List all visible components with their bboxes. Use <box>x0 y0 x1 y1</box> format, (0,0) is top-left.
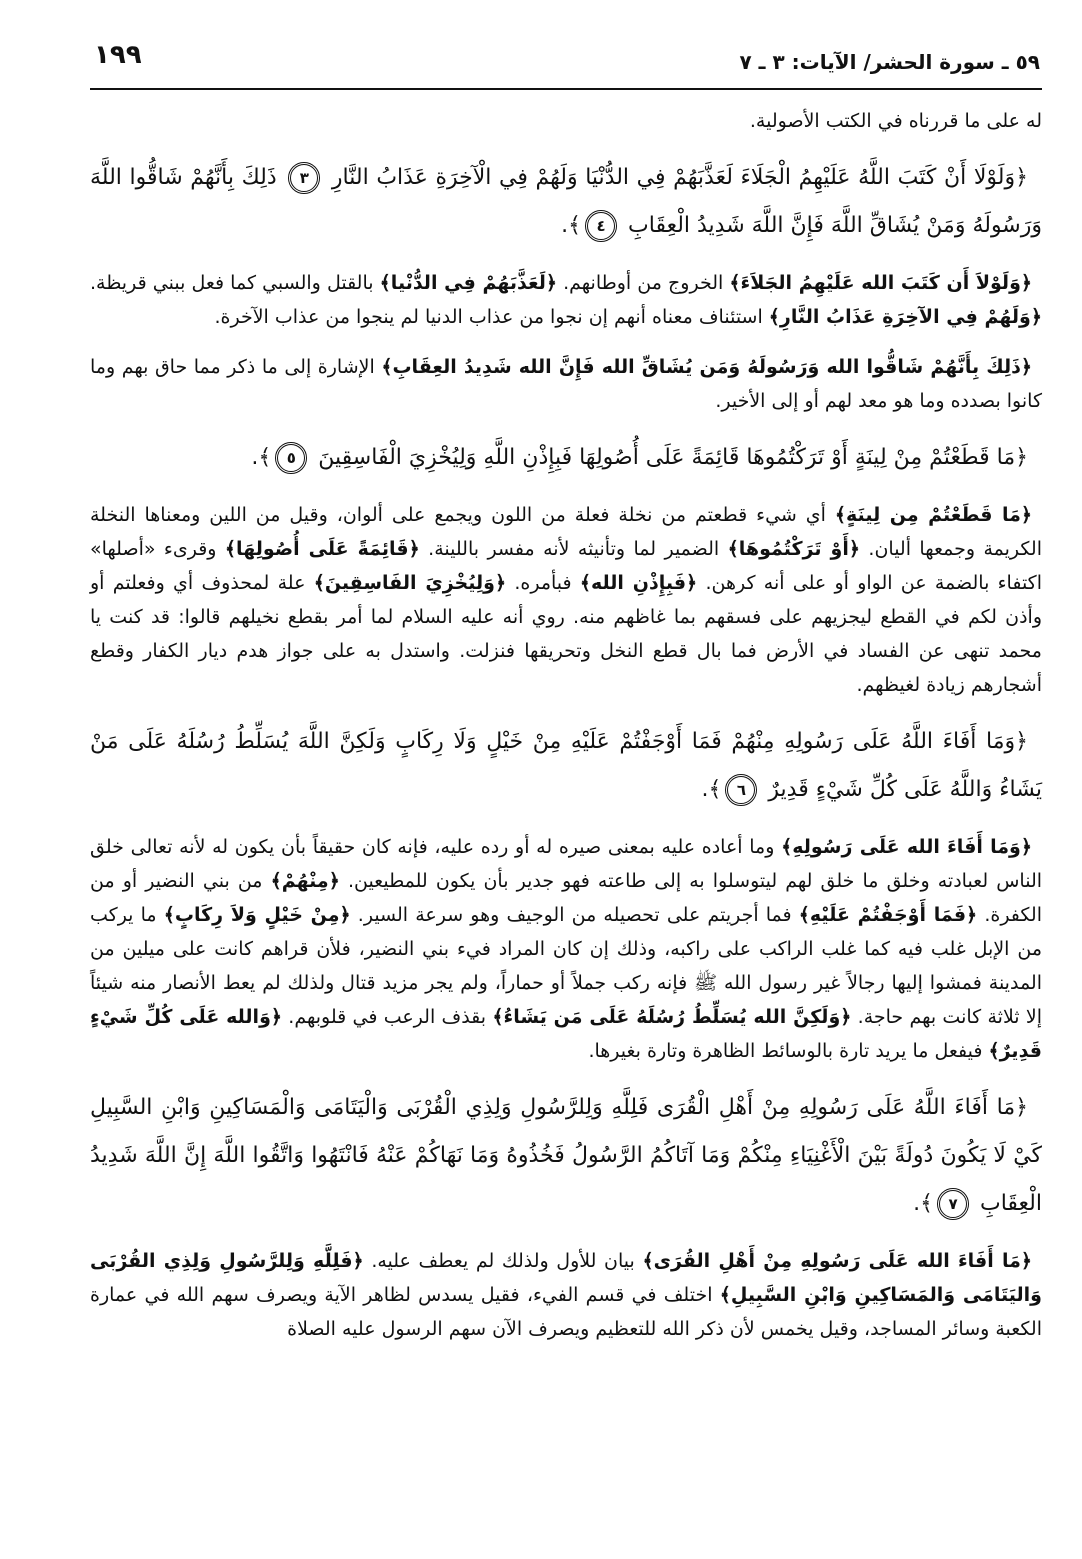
commentary-paragraph <box>90 350 1042 418</box>
commentary-text: أي شيء قطعتم من نخلة فعلة من اللون ويجمع على ألوان، وقيل من اللين ومعناها النخلة الكريمة وجمعها أليان. <box>90 504 1042 560</box>
verse-close-bracket: ﴾. <box>701 777 722 802</box>
commentary-text: له على ما قررناه في الكتب الأصولية. <box>749 110 1042 132</box>
quran-quote: ﴿لَعَذَّبَهُمْ فِي الدُّنْيا﴾ <box>379 272 557 294</box>
quran-verse-5 <box>90 434 1042 482</box>
quran-quote: ﴿فَبِإِذْنِ الله﴾ <box>579 572 698 594</box>
verse-number-marker: ٣ <box>288 162 320 194</box>
commentary-text: وما أعاده عليه بمعنى صيره له أو رده عليه، فإنه كان حقيقاً بأن يكون له لأنه تعالى خلق الناس لعبادته وخلق ما خلق لهم ليتوسلوا به إلى طاعته فهو جدير بأن يكون للمطيعين. <box>90 836 1043 892</box>
commentary-text: الخروج من أوطانهم. <box>563 272 724 294</box>
quran-quote: ﴿فَمَا أَوْجَفْتُمْ عَلَيْهِ﴾ <box>798 904 978 926</box>
commentary-text: فبأمره. <box>514 572 572 594</box>
page-body <box>90 104 1042 1362</box>
quran-quote: ﴿وَالله عَلَى كُلِّ شَيْءٍ قَدِيرٌ﴾ <box>90 1006 1042 1062</box>
quran-quote: ﴿وَمَا أَفَاءَ الله عَلَى رَسُولِهِ﴾ <box>781 836 1032 858</box>
verse-text: ﴿مَا قَطَعْتُمْ مِنْ لِينَةٍ أَوْ تَرَكْتُمُوهَا قَائِمَةً عَلَى أُصُولِهَا فَبِإِذْنِ اللَّهِ وَلِيُخْزِيَ الْفَاسِقِينَ <box>318 445 1028 470</box>
commentary-text: استئناف معناه أنهم إن نجوا من عذاب الدنيا لم ينجوا من عذاب الآخرة. <box>214 306 763 328</box>
running-title: ٥٩ ـ سورة الحشر/ الآيات: ٣ ـ ٧ <box>739 50 1040 74</box>
commentary-text: وقرىء «أصلها» اكتفاء بالضمة عن الواو أو على أنه كرهن. <box>90 538 1043 594</box>
quran-verse-7 <box>90 1084 1042 1228</box>
verse-number-marker: ٦ <box>725 774 757 806</box>
quran-quote: ﴿ذَلِكَ بِأَنَّهُمْ شَاقُّوا الله وَرَسُولَهُ وَمَن يُشَاقِّ الله فَإِنَّ الله شَدِيدُ العِقَابِ﴾ <box>381 356 1032 378</box>
quran-quote: ﴿وَلِيُخْزِيَ الفَاسِقِينَ﴾ <box>313 572 507 594</box>
page-number: ١٩٩ <box>94 40 142 70</box>
verse-number-marker: ٥ <box>275 442 307 474</box>
quran-quote: ﴿وَلَهُمْ فِي الآخِرَةِ عَذَابُ النَّارِ﴾ <box>768 306 1042 328</box>
verse-close-bracket: ﴾. <box>561 213 582 238</box>
commentary-text: فيفعل ما يريد تارة بالوسائط الظاهرة وتارة بغيرها. <box>588 1040 983 1062</box>
commentary-text: بالقتل والسبي كما فعل ببني قريظة. <box>90 272 374 294</box>
commentary-text: علة لمحذوف أي وفعلتم أو وأذن لكم في القطع ليجزيهم على فسقهم بما غاظهم منه. روي أنه عليه السلام لما أمر بقطع نخيلهم قالوا: قد كنت يا محمد تنهى عن الفساد في الأرض فما بال قطع النخل وتحريقها فنزلت. واستدل به على جواز هدم ديار الكفار وقطع أشجارهم زيادة لغيظهم. <box>90 572 1042 696</box>
verse-close-bracket: ﴾. <box>251 445 272 470</box>
commentary-text: فما أجريتم على تحصيله من الوجيف وهو سرعة السير. <box>357 904 792 926</box>
verse-number-marker: ٧ <box>937 1188 969 1220</box>
verse-number-marker: ٤ <box>585 210 617 242</box>
verse-text: ذَلِكَ بِأَنَّهُمْ شَاقُّوا اللَّهَ وَرَسُولَهُ وَمَنْ يُشَاقِّ اللَّهَ فَإِنَّ اللَّهَ شَدِيدُ الْعِقَابِ <box>90 165 1042 238</box>
quran-quote: ﴿مِنْ خَيْلٍ وَلاَ رِكَابٍ﴾ <box>163 904 351 926</box>
verse-text: ﴿مَا أَفَاءَ اللَّهُ عَلَى رَسُولِهِ مِنْ أَهْلِ الْقُرَى فَلِلَّهِ وَلِلرَّسُولِ وَلِذِي الْقُرْبَى وَالْيَتَامَى وَالْمَسَاكِينِ وَابْنِ السَّبِيلِ كَيْ لَا يَكُونَ دُولَةً بَيْنَ الْأَغْنِيَاءِ مِنْكُمْ وَمَا آتَاكُمُ الرَّسُولُ فَخُذُوهُ وَمَا نَهَاكُمْ عَنْهُ فَانْتَهُوا وَاتَّقُوا اللَّهَ إِنَّ اللَّهَ شَدِيدُ الْعِقَابِ <box>90 1095 1042 1216</box>
commentary-text: ما يركب من الإبل غلب فيه كما غلب الراكب على راكبه، وذلك إن كان المراد فيء بني النضير، فلأن قراهم كانت على ميلين من المدينة فمشوا إليها رجالاً غير رسول الله ﷺ فإنه ركب جملاً أو حماراً، ولم يجر مزيد قتال ولذلك لم يعط الأنصار منه شيئاً إلا ثلاثة كانت بهم حاجة. <box>90 904 1042 1028</box>
commentary-text: بيان للأول ولذلك لم يعطف عليه. <box>371 1250 635 1272</box>
commentary-text: الإشارة إلى ما ذكر مما حاق بهم وما كانوا بصدده وما هو معد لهم أو إلى الأخير. <box>90 356 1042 412</box>
verse-close-bracket: ﴾. <box>913 1191 934 1216</box>
quran-quote: ﴿فَلِلَّهِ وَلِلرَّسُولِ وَلِذِي القُرْبَى وَاليَتَامَى وَالمَسَاكِينِ وَابْنِ السَّبِيلِ﴾ <box>90 1250 1042 1306</box>
quran-quote: ﴿مَا أَفَاءَ الله عَلَى رَسُولِهِ مِنْ أَهْلِ القُرَى﴾ <box>642 1250 1033 1272</box>
commentary-paragraph <box>90 830 1042 1068</box>
quran-quote: ﴿قَائِمَةً عَلَى أُصُولِهَا﴾ <box>224 538 420 560</box>
quran-quote: ﴿مِنْهُمْ﴾ <box>270 870 340 892</box>
quran-verses-3-4 <box>90 154 1042 250</box>
verse-text: ﴿وَلَوْلَا أَنْ كَتَبَ اللَّهُ عَلَيْهِمُ الْجَلَاءَ لَعَذَّبَهُمْ فِي الدُّنْيَا وَلَهُمْ فِي الْآخِرَةِ عَذَابُ النَّارِ <box>331 165 1028 190</box>
header-rule <box>90 88 1042 90</box>
commentary-text: من بني النضير أو من الكفرة. <box>90 870 1042 926</box>
commentary-text: اختلف في قسم الفيء، فقيل يسدس لظاهر الآية ويصرف سهم الله في عمارة الكعبة وسائر المساجد، وقيل يخمس لأن ذكر الله للتعظيم ويصرف الآن سهم الرسول عليه الصلاة <box>90 1284 1042 1340</box>
verse-text: ﴿وَمَا أَفَاءَ اللَّهُ عَلَى رَسُولِهِ مِنْهُمْ فَمَا أَوْجَفْتُمْ عَلَيْهِ مِنْ خَيْلٍ وَلَا رِكَابٍ وَلَكِنَّ اللَّهَ يُسَلِّطُ رُسُلَهُ عَلَى مَنْ يَشَاءُ وَاللَّهُ عَلَى كُلِّ شَيْءٍ قَدِيرٌ <box>90 729 1042 802</box>
commentary-paragraph <box>90 1244 1042 1346</box>
commentary-paragraph <box>90 498 1042 702</box>
quran-quote: ﴿مَا قَطَعْتُمْ مِن لِينَةٍ﴾ <box>834 504 1032 526</box>
commentary-text: الضمير لما وتأنيثه لأنه مفسر باللينة. <box>428 538 720 560</box>
quran-verse-6 <box>90 718 1042 814</box>
commentary-paragraph <box>90 266 1042 334</box>
quran-quote: ﴿أَوْ تَرَكْتُمُوهَا﴾ <box>727 538 860 560</box>
commentary-text: بقذف الرعب في قلوبهم. <box>288 1006 487 1028</box>
quran-quote: ﴿وَلَكِنَّ الله يُسَلِّطُ رُسُلَهُ عَلَى مَن يَشَاءُ﴾ <box>492 1006 852 1028</box>
paragraph-continuation <box>90 104 1042 138</box>
quran-quote: ﴿وَلَوْلاَ أَن كَتَبَ الله عَلَيْهِمُ الجَلاَءَ﴾ <box>729 272 1033 294</box>
